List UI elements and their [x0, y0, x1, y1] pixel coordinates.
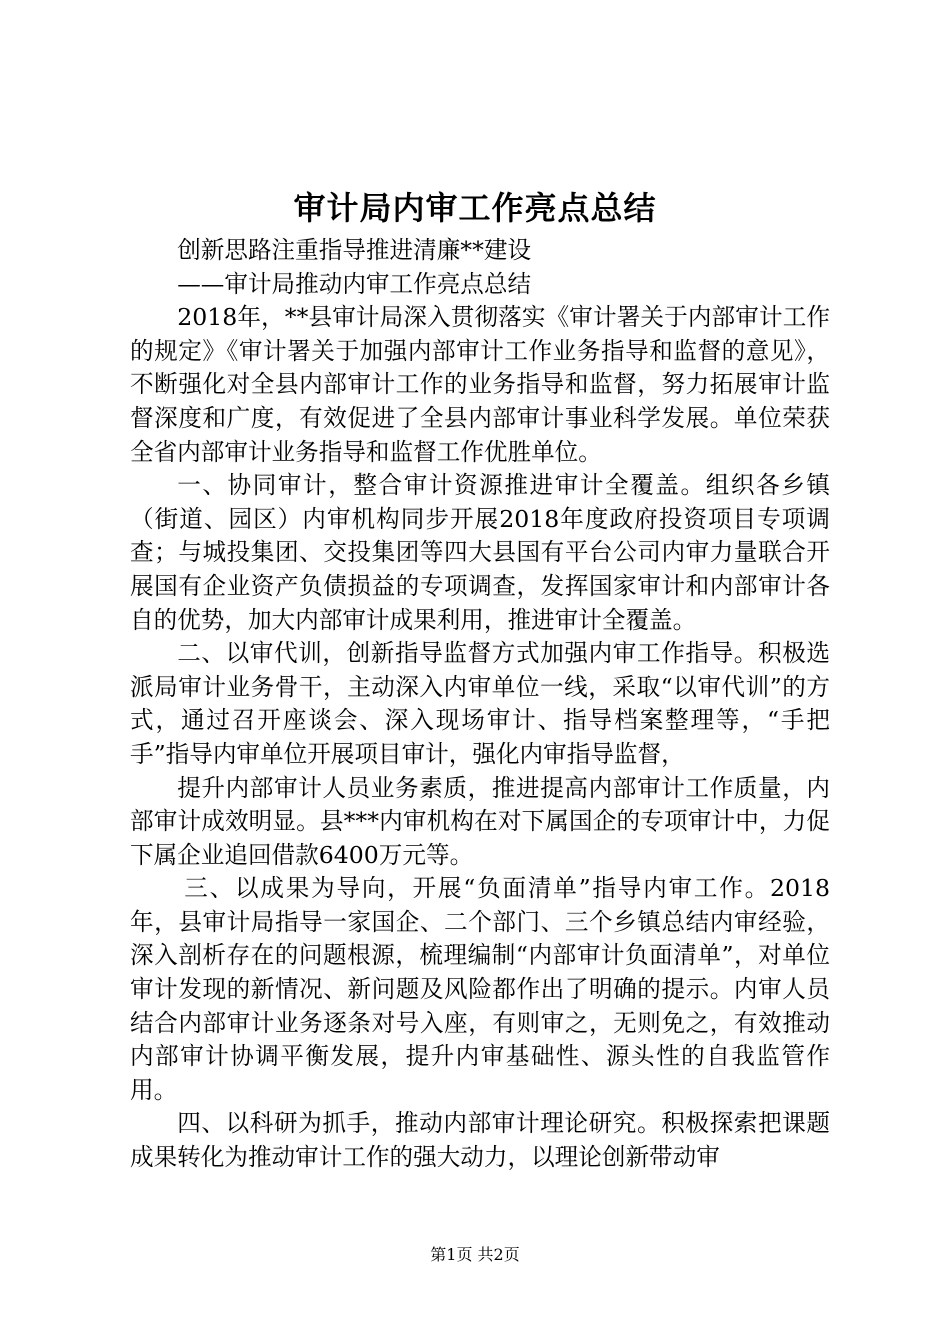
subtitle-line: 创新思路注重指导推进清廉**建设 — [177, 236, 532, 264]
document-body — [130, 234, 830, 1175]
paragraph-intro: 2018年，**县审计局深入贯彻落实《审计署关于内部审计工作的规定》《审计署关于加强内部审计工作业务指导和监督的意见》，不断强化对全县内部审计工作的业务指导和监督，努力拓展审计监督深度和广度，有效促进了全县内部审计事业科学发展。单位荣获全省内部审计业务指导和监督工作优胜单位。 — [130, 303, 830, 466]
document-title: 审计局内审工作亮点总结 — [293, 189, 657, 227]
paragraph-section-3: 三、以成果为导向，开展“负面清单”指导内审工作。2018年，县审计局指导一家国企、二个部门、三个乡镇总结内审经验，深入剖析存在的问题根源，梳理编制“内部审计负面清单”，对单位审计发现的新情况、新问题及风险都作出了明确的提示。内审人员结合内部审计业务逐条对号入座，有则审之，无则免之，有效推动内部审计协调平衡发展，提升内审基础性、源头性的自我监管作用。 — [130, 874, 830, 1104]
subtitle-line-2: ——审计局推动内审工作亮点总结 — [177, 269, 532, 298]
paragraph-section-2-continued: 提升内部审计人员业务素质，推进提高内部审计工作质量，内部审计成效明显。县***内审机构在对下属国企的专项审计中，力促下属企业追回借款6400万元等。 — [130, 773, 830, 869]
paragraph-section-2: 二、以审代训，创新指导监督方式加强内审工作指导。积极选派局审计业务骨干，主动深入内审单位一线，采取“以审代训”的方式，通过召开座谈会、深入现场审计、指导档案整理等，“手把手”指导内审单位开展项目审计，强化内审指导监督， — [130, 639, 830, 768]
paragraph-section-4: 四、以科研为抓手，推动内部审计理论研究。积极探索把课题成果转化为推动审计工作的强大动力，以理论创新带动审 — [130, 1109, 830, 1172]
page-number-footer: 第1页 共2页 — [430, 1245, 520, 1264]
paragraph-section-1: 一、协同审计，整合审计资源推进审计全覆盖。组织各乡镇（街道、园区）内审机构同步开展2018年度政府投资项目专项调查；与城投集团、交投集团等四大县国有平台公司内审力量联合开展国有企业资产负债损益的专项调查，发挥国家审计和内部审计各自的优势，加大内部审计成果利用，推进审计全覆盖。 — [130, 471, 830, 634]
